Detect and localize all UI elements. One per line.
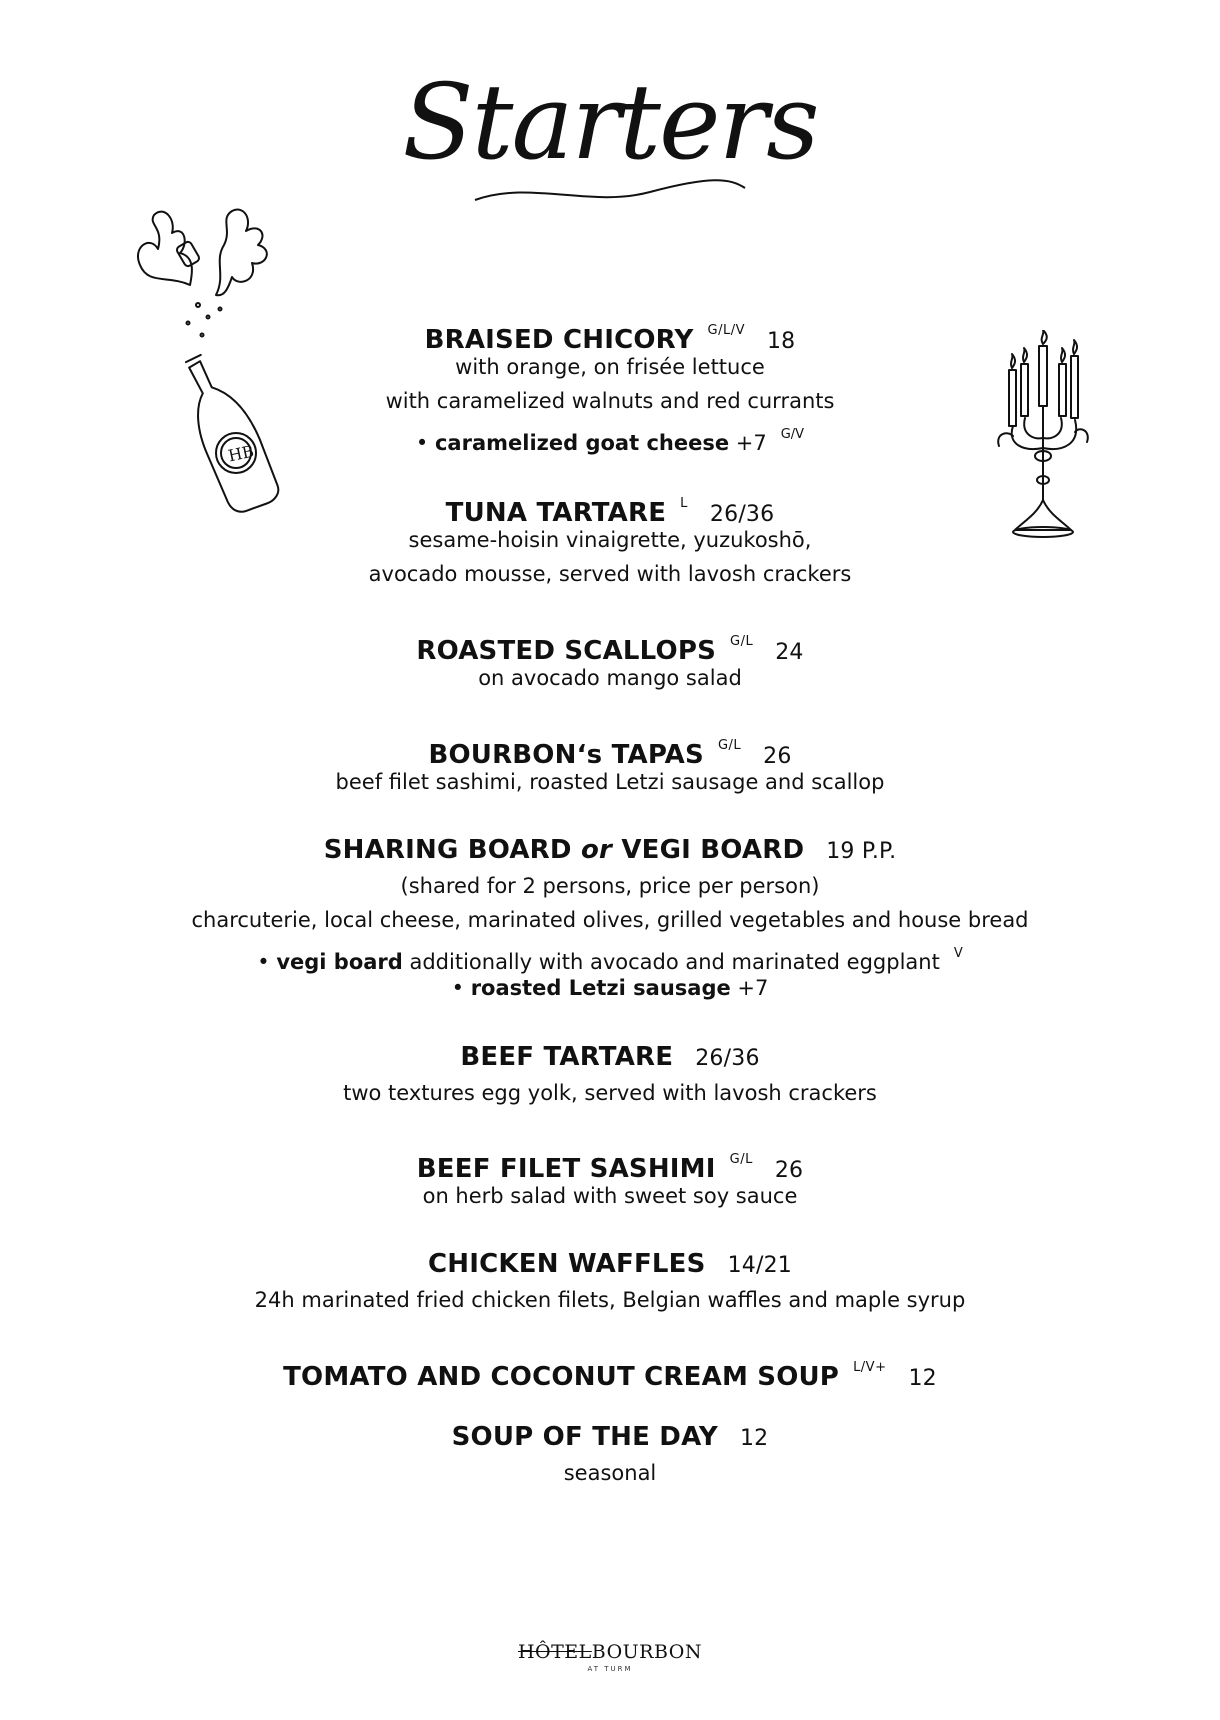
dish-price: 26/36 (695, 1046, 760, 1071)
option-name: vegi board (276, 950, 403, 974)
dish-description: on herb salad with sweet soy sauce (422, 1184, 798, 1208)
allergen-marks: L (680, 496, 688, 511)
dish-price: 12 (739, 1426, 769, 1451)
bullet: • (451, 976, 464, 1000)
dish-description: charcuterie, local cheese, marinated olives, grilled vegetables and house bread (191, 908, 1029, 932)
dish-price: 26/36 (709, 502, 775, 527)
allergen-marks: V (953, 946, 963, 961)
dish-name: BEEF TARTARE (460, 1042, 674, 1072)
dish-description: on avocado mango salad (478, 666, 742, 690)
svg-text:HB: HB (226, 441, 256, 466)
dish-name-connector: or (580, 835, 613, 865)
dish-description: with orange, on frisée lettuce (455, 355, 765, 379)
menu-item-heading (0, 1247, 1220, 1283)
dish-price: 14/21 (727, 1253, 792, 1278)
dish-description: (shared for 2 persons, price per person) (400, 874, 820, 898)
dish-description: two textures egg yolk, served with lavosh crackers (343, 1081, 877, 1105)
allergen-marks: G/V (780, 427, 805, 442)
option-name: caramelized goat cheese (434, 431, 730, 455)
dish-description: avocado mousse, served with lavosh crackers (368, 562, 852, 586)
allergen-marks: L/V+ (853, 1360, 887, 1375)
dish-name: BEEF FILET SASHIMI (416, 1154, 716, 1184)
brand-strike-word: HÔTEL (517, 1641, 592, 1663)
option-price: +7 (729, 431, 767, 455)
option-text: additionally with avocado and marinated eggplant (402, 950, 940, 974)
dish-name: BRAISED CHICORY (424, 325, 694, 355)
brand-subtitle: AT TURM (587, 1665, 633, 1673)
dish-name: TUNA TARTARE (445, 498, 667, 528)
menu-item-heading (0, 1351, 1220, 1396)
dish-price: 12 (908, 1366, 937, 1391)
menu-item-heading (0, 833, 1220, 869)
allergen-marks: G/L (717, 738, 742, 753)
option-name: roasted Letzi sausage (470, 976, 731, 1000)
bullet: • (257, 950, 270, 974)
dish-name: VEGI BOARD (621, 835, 805, 865)
allergen-marks: G/L (730, 634, 754, 649)
dish-name: BOURBON‘s TAPAS (428, 740, 704, 770)
option-price: +7 (730, 976, 769, 1000)
dish-price: 26 (774, 1158, 804, 1183)
dish-description: sesame-hoisin vinaigrette, yuzukoshō, (408, 528, 812, 552)
dish-name: ROASTED SCALLOPS (416, 636, 716, 666)
dish-option (0, 418, 1220, 460)
menu-item-heading (0, 1420, 1220, 1456)
brand-word: BOURBON (591, 1641, 703, 1663)
brand-name (0, 1641, 1220, 1663)
dish-name: CHICKEN WAFFLES (428, 1249, 706, 1279)
allergen-marks: G/L (729, 1152, 753, 1167)
dish-option (0, 971, 1220, 1005)
dish-price: 26 (763, 744, 792, 769)
bullet: • (415, 431, 429, 455)
dish-price: 24 (775, 640, 804, 665)
page-title: Starters (402, 61, 818, 183)
allergen-marks: G/L/V (707, 323, 745, 338)
dish-name: SOUP OF THE DAY (451, 1422, 718, 1452)
dish-description: with caramelized walnuts and red currants (385, 389, 835, 413)
dish-description: 24h marinated fried chicken filets, Belgian waffles and maple syrup (254, 1288, 966, 1312)
menu-item-heading (0, 1040, 1220, 1076)
dish-price: 18 (766, 329, 796, 354)
dish-description: beef filet sashimi, roasted Letzi sausage and scallop (335, 770, 885, 794)
dish-name: TOMATO AND COCONUT CREAM SOUP (283, 1362, 840, 1392)
dish-price: 19 P.P. (826, 839, 897, 864)
dish-name: SHARING BOARD (323, 835, 572, 865)
dish-description: seasonal (563, 1461, 657, 1485)
hotel-logo (0, 1641, 1220, 1673)
